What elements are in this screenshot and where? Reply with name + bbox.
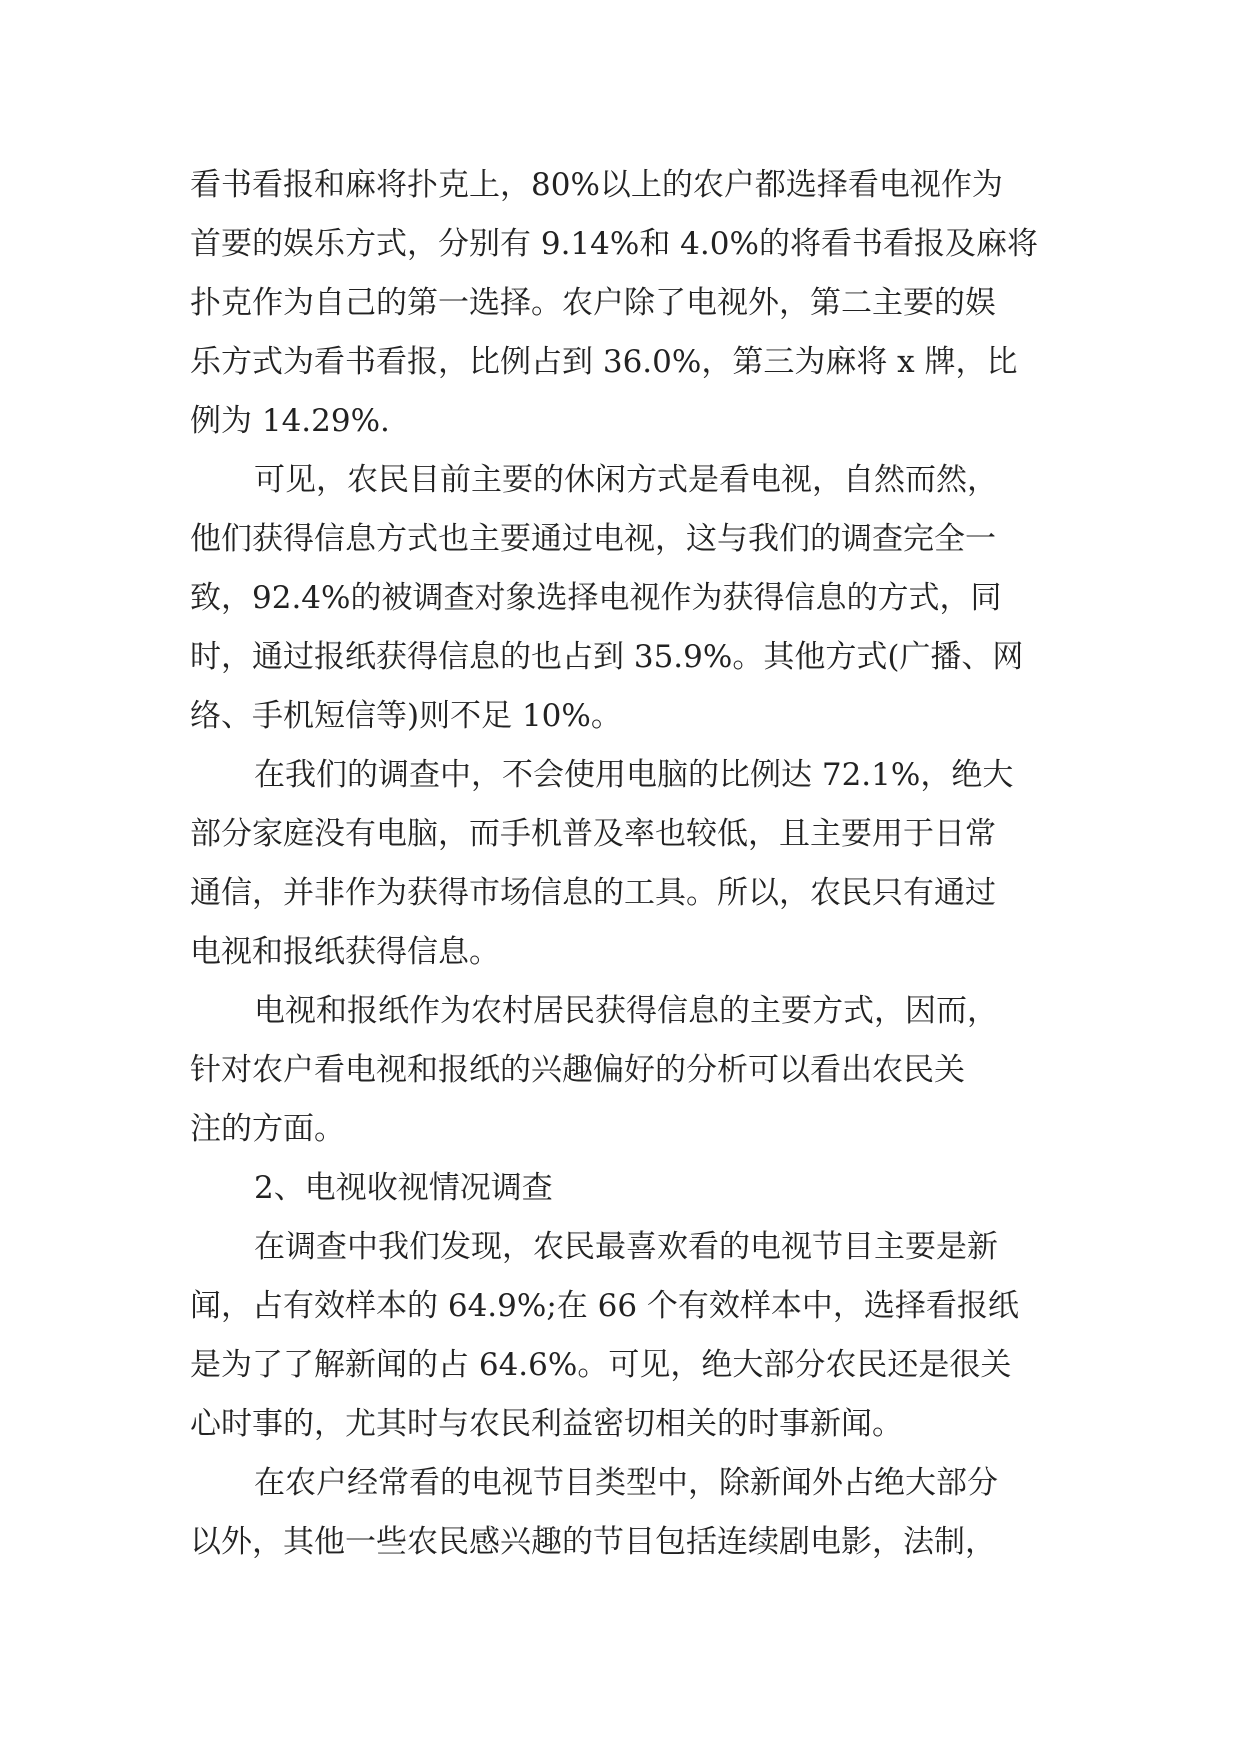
paragraph-first-line: 在调查中我们发现，农民最喜欢看的电视节目主要是新: [254, 1229, 998, 1265]
text-line: 心时事的，尤其时与农民利益密切相关的时事新闻。: [190, 1406, 903, 1442]
text-line: 电视和报纸获得信息。: [190, 934, 500, 970]
paragraph-first-line: 电视和报纸作为农村居民获得信息的主要方式，因而，: [254, 993, 998, 1029]
text-line: 部分家庭没有电脑，而手机普及率也较低，且主要用于日常: [190, 816, 996, 852]
text-line: 他们获得信息方式也主要通过电视，这与我们的调查完全一: [190, 521, 996, 557]
section-heading: 2、电视收视情况调查: [254, 1170, 553, 1206]
text-line: 致，92.4%的被调查对象选择电视作为获得信息的方式，同: [190, 580, 1002, 616]
text-line: 时，通过报纸获得信息的也占到 35.9%。其他方式(广播、网: [190, 639, 1024, 675]
document-body: [190, 156, 1056, 1572]
text-line: 通信，并非作为获得市场信息的工具。所以，农民只有通过: [190, 875, 996, 911]
text-line: 络、手机短信等)则不足 10%。: [190, 698, 622, 734]
text-line: 以外，其他一些农民感兴趣的节目包括连续剧电影，法制，: [190, 1524, 996, 1560]
text-line: 看书看报和麻将扑克上，80%以上的农户都选择看电视作为: [190, 167, 1003, 203]
paragraph-first-line: 在农户经常看的电视节目类型中，除新闻外占绝大部分: [254, 1465, 998, 1501]
text-line: 闻，占有效样本的 64.9%;在 66 个有效样本中，选择看报纸: [190, 1288, 1019, 1324]
text-line: 例为 14.29%.: [190, 403, 390, 439]
text-line: 针对农户看电视和报纸的兴趣偏好的分析可以看出农民关: [190, 1052, 965, 1088]
text-line: 首要的娱乐方式，分别有 9.14%和 4.0%的将看书看报及麻将: [190, 226, 1038, 262]
text-line: 注的方面。: [190, 1111, 345, 1147]
text-line: 扑克作为自己的第一选择。农户除了电视外，第二主要的娱: [190, 285, 996, 321]
paragraph-first-line: 在我们的调查中，不会使用电脑的比例达 72.1%，绝大: [254, 757, 1014, 793]
text-line: 是为了了解新闻的占 64.6%。可见，绝大部分农民还是很关: [190, 1347, 1012, 1383]
paragraph-first-line: 可见，农民目前主要的休闲方式是看电视，自然而然，: [254, 462, 998, 498]
text-line: 乐方式为看书看报，比例占到 36.0%，第三为麻将 x 牌，比: [190, 344, 1018, 380]
